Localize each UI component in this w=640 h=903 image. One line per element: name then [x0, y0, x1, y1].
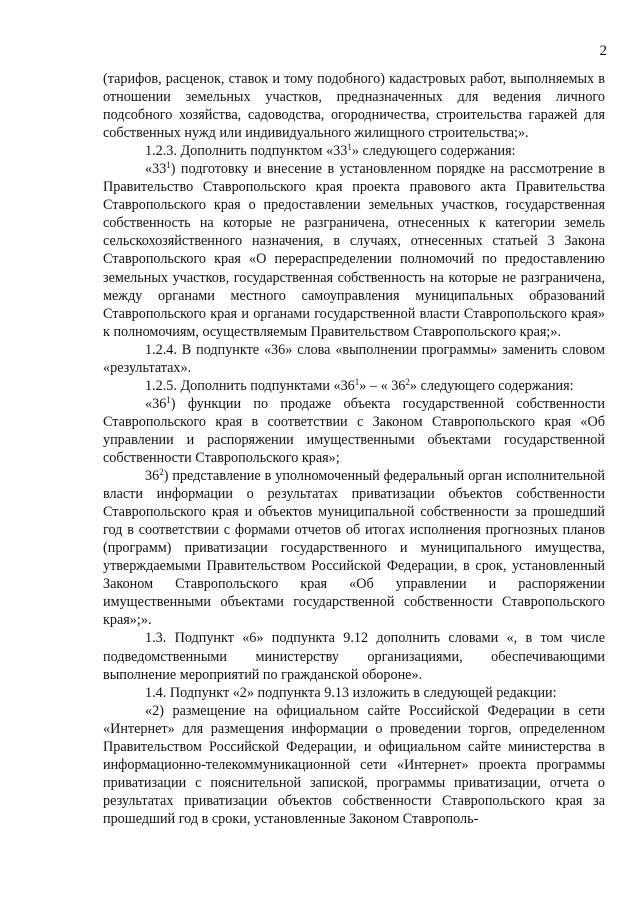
paragraph-p9: [103, 684, 605, 702]
superscript: 1: [166, 160, 171, 171]
paragraph-p3: [103, 160, 605, 340]
text-run: » следующего содержания:: [409, 377, 574, 394]
text-run: ) подготовку и внесение в установленном порядке на рассмотрение в Правительство Ставропольского края проекта правового акта Правительства Ставропольского края о предоставлении земельных участков, государственная собственность на которые не разграничена, отнесенных к категории земель сельскохозяйственного назначения, в случаях, отнесенных статьей 3 Закона Ставропольского края «О перераспределении полномочий по предоставлению земельных участков, государственная собственность на которые не разграничена, между органами местного самоуправления муниципальных образований Ставропольского края и органами государственной власти Ставропольского края» к полномочиям, осуществляемым Правительством Ставропольского края;».: [103, 161, 605, 340]
page-number: 2: [599, 43, 607, 59]
text-run: » – « 36: [359, 377, 406, 394]
text-run: ) представление в уполномоченный федеральный орган исполнительной власти информации о результатах приватизации объектов собственности Ставропольского края и объектов муниципальной собственности за прошедший год в соответствии с формами отчетов об итогах исполнения прогнозных планов (программ) приватизации государственного и муниципального имущества, утверждаемыми Правительством Российской Федерации, в срок, установленный Законом Ставропольского края «Об управлении и распоряжении имущественными объектами государственной собственности Ставропольского края»;».: [103, 468, 605, 629]
paragraph-p5: [103, 377, 605, 395]
superscript: 2: [159, 467, 164, 478]
text-run: » следующего содержания:: [351, 143, 516, 160]
paragraph-p6: [103, 395, 605, 467]
superscript: 1: [347, 142, 352, 153]
text-run: «2) размещение на официальном сайте Российской Федерации в сети «Интернет» для размещения информации о проведении торгов, определенном Правительством Российской Федерации, и официальном сайте министерства в информационно-телекоммуникационной сети «Интернет» проекта программы приватизации с пояснительной запиской, программы приватизации, отчета о результатах приватизации объектов собственности Ставропольского края за прошедший год в сроки, установленные Законом Ставрополь-: [103, 702, 605, 827]
superscript: 1: [354, 376, 360, 387]
superscript: 2: [405, 376, 410, 387]
text-run: «33: [145, 161, 167, 178]
text-run: 1.2.4. В подпункте «36» слова «выполнении программы» заменить словом «результатах».: [103, 341, 605, 376]
text-run: 36: [145, 468, 160, 485]
paragraph-p8: [103, 629, 605, 683]
paragraph-p7: [103, 467, 605, 629]
superscript: 1: [166, 394, 171, 405]
paragraph-p10: [103, 702, 605, 828]
paragraph-p4: [103, 341, 605, 377]
paragraph-p2: [103, 142, 605, 160]
text-run: 1.3. Подпункт «6» подпункта 9.12 дополнить словами «, в том числе подведомственными министерству организациями, обеспечивающими выполнение мероприятий по гражданской обороне».: [103, 630, 605, 683]
document-body: [103, 70, 605, 828]
text-run: 1.4. Подпункт «2» подпункта 9.13 изложить в следующей редакции:: [145, 684, 557, 701]
text-run: 1.2.3. Дополнить подпунктом «33: [145, 143, 348, 160]
text-run: ) функции по продаже объекта государственной собственности Ставропольского края в соответствии с Законом Ставропольского края «Об управлении и распоряжении имущественными объектами государственной собственности Ставропольского края»;: [103, 395, 605, 466]
text-run: 1.2.5. Дополнить подпунктами «36: [145, 377, 355, 394]
paragraph-p1: [103, 70, 605, 142]
text-run: (тарифов, расценок, ставок и тому подобного) кадастровых работ, выполняемых в отношении земельных участков, предназначенных для ведения личного подсобного хозяйства, садоводства, огородничества, строительства гаражей для собственных нужд или индивидуального жилищного строительства;».: [103, 71, 605, 142]
text-run: «36: [145, 395, 167, 412]
